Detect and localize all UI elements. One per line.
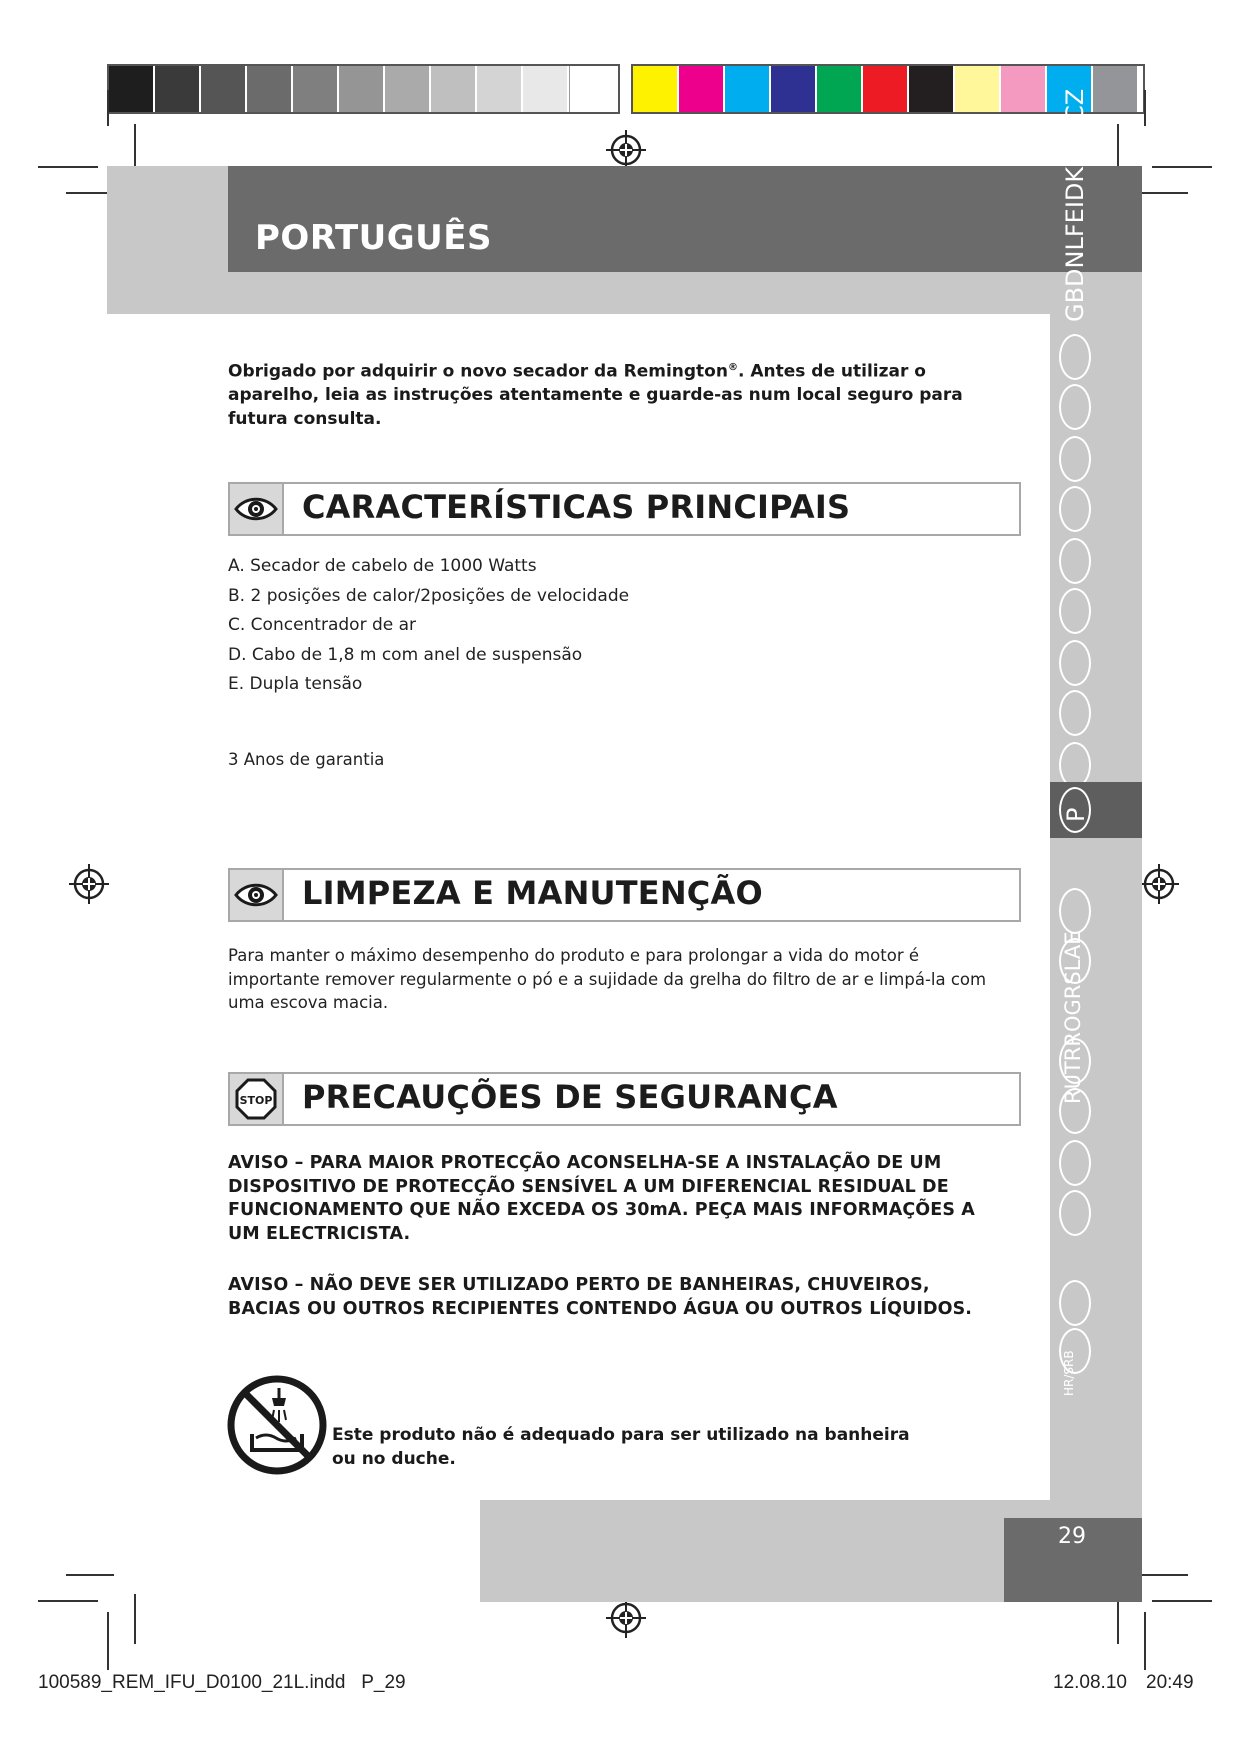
cleaning-paragraph: Para manter o máximo desempenho do produto e para prolongar a vida do motor é importante remover regularmente o pó e a sujidade da grelha do filtro de ar e limpá-la com uma escova macia.	[228, 946, 987, 1012]
process-color-swatch	[1093, 66, 1137, 112]
grayscale-swatch	[477, 66, 521, 112]
process-color-swatch	[863, 66, 907, 112]
side-language-circle	[1059, 1190, 1091, 1236]
feature-item: D. Cabo de 1,8 m com anel de suspensão	[228, 645, 583, 665]
side-languages-top: GBDNLFEIDKSSKCZ	[1061, 88, 1089, 322]
intro-text-cont: . Antes de utilizar o aparelho, leia as instruções atentamente e guarde-as num local seguro para futura consulta.	[228, 361, 963, 429]
registration-target-icon	[67, 862, 111, 906]
side-languages-bottom: RUTRROGRSLAE	[1061, 931, 1085, 1104]
intro-paragraph	[228, 356, 1008, 431]
cleaning-title: LIMPEZA E MANUTENÇÃO	[302, 874, 763, 912]
grayscale-swatch	[293, 66, 337, 112]
grayscale-swatch	[109, 66, 153, 112]
safety-title: PRECAUÇÕES DE SEGURANÇA	[302, 1078, 838, 1116]
crop-mark	[134, 1594, 136, 1644]
crop-mark	[38, 166, 98, 168]
process-color-swatch	[1001, 66, 1045, 112]
safety-warning-water: AVISO – NÃO DEVE SER UTILIZADO PERTO DE BANHEIRAS, CHUVEIROS, BACIAS OU OUTROS RECIPIENTES CONTENDO ÁGUA OU OUTROS LÍQUIDOS.	[228, 1275, 973, 1319]
features-title: CARACTERÍSTICAS PRINCIPAIS	[302, 488, 851, 526]
side-language-circle	[1059, 640, 1091, 686]
crop-mark	[1144, 1612, 1146, 1670]
grayscale-swatch	[247, 66, 291, 112]
side-language-circle	[1059, 334, 1091, 380]
grayscale-swatch	[523, 66, 567, 112]
warranty-text: 3 Anos de garantia	[228, 750, 385, 769]
crop-mark	[1152, 1600, 1212, 1602]
intro-text: Obrigado por adquirir o novo secador da Remington	[228, 361, 728, 382]
eye-icon	[230, 870, 284, 920]
side-language-circle	[1059, 888, 1091, 934]
grayscale-swatch	[339, 66, 383, 112]
side-languages-small: HR/SRB	[1062, 1350, 1076, 1396]
bath-note: Este produto não é adequado para ser utilizado na banheira ou no duche.	[332, 1425, 910, 1469]
crop-mark	[107, 90, 109, 126]
feature-item: A. Secador de cabelo de 1000 Watts	[228, 556, 537, 576]
registration-target-icon	[1137, 862, 1181, 906]
process-color-swatch	[771, 66, 815, 112]
registered-mark: ®	[727, 362, 738, 373]
footer-file-name: 100589_REM_IFU_D0100_21L.indd P_29	[38, 1672, 406, 1693]
grayscale-swatch	[201, 66, 245, 112]
crop-mark	[66, 1574, 114, 1576]
features-section-header	[228, 482, 1021, 536]
feature-item: C. Concentrador de ar	[228, 615, 417, 635]
crop-mark	[1144, 90, 1146, 126]
crop-mark	[1140, 1574, 1188, 1576]
side-language-circle	[1059, 436, 1091, 482]
side-language-circle	[1059, 1280, 1091, 1326]
crop-mark	[1152, 166, 1212, 168]
stop-icon	[230, 1074, 284, 1124]
process-color-swatch	[817, 66, 861, 112]
side-language-circle	[1059, 384, 1091, 430]
process-color-swatch	[633, 66, 677, 112]
process-color-swatch	[955, 66, 999, 112]
side-language-circle	[1059, 690, 1091, 736]
grayscale-swatch	[431, 66, 475, 112]
registration-target-icon	[604, 1596, 648, 1640]
grayscale-swatch	[155, 66, 199, 112]
feature-item: B. 2 posições de calor/2posições de velocidade	[228, 586, 630, 606]
eye-icon	[230, 484, 284, 534]
page-number: 29	[1058, 1524, 1086, 1549]
process-color-swatch	[679, 66, 723, 112]
stop-sign-label: STOP	[239, 1094, 273, 1107]
safety-warning-rcd: AVISO – PARA MAIOR PROTECÇÃO ACONSELHA-SE A INSTALAÇÃO DE UM DISPOSITIVO DE PROTECÇÃO SENSÍVEL A UM DIFERENCIAL RESIDUAL DE FUNCIONAMENTO QUE NÃO EXCEDA OS 30mA. PEÇA MAIS INFORMAÇÕES A UM ELECTRICISTA.	[228, 1153, 975, 1244]
side-language-circle	[1059, 486, 1091, 532]
page-title: PORTUGUÊS	[255, 218, 493, 258]
no-bath-shower-icon	[226, 1374, 328, 1476]
process-color-swatch	[909, 66, 953, 112]
grayscale-swatch	[385, 66, 429, 112]
cleaning-section-header	[228, 868, 1021, 922]
safety-section-header	[228, 1072, 1021, 1126]
side-language-circle	[1059, 538, 1091, 584]
crop-mark	[107, 1612, 109, 1670]
side-language-circle	[1059, 1140, 1091, 1186]
feature-item: E. Dupla tensão	[228, 674, 363, 694]
side-language-circle	[1059, 588, 1091, 634]
active-language-label: P	[1062, 807, 1090, 822]
crop-mark	[38, 1600, 98, 1602]
footer-date: 12.08.10	[1053, 1672, 1127, 1693]
footer-time: 20:49	[1146, 1672, 1194, 1693]
grayscale-swatch	[569, 66, 614, 112]
crop-mark	[1140, 192, 1188, 194]
process-color-swatch	[725, 66, 769, 112]
